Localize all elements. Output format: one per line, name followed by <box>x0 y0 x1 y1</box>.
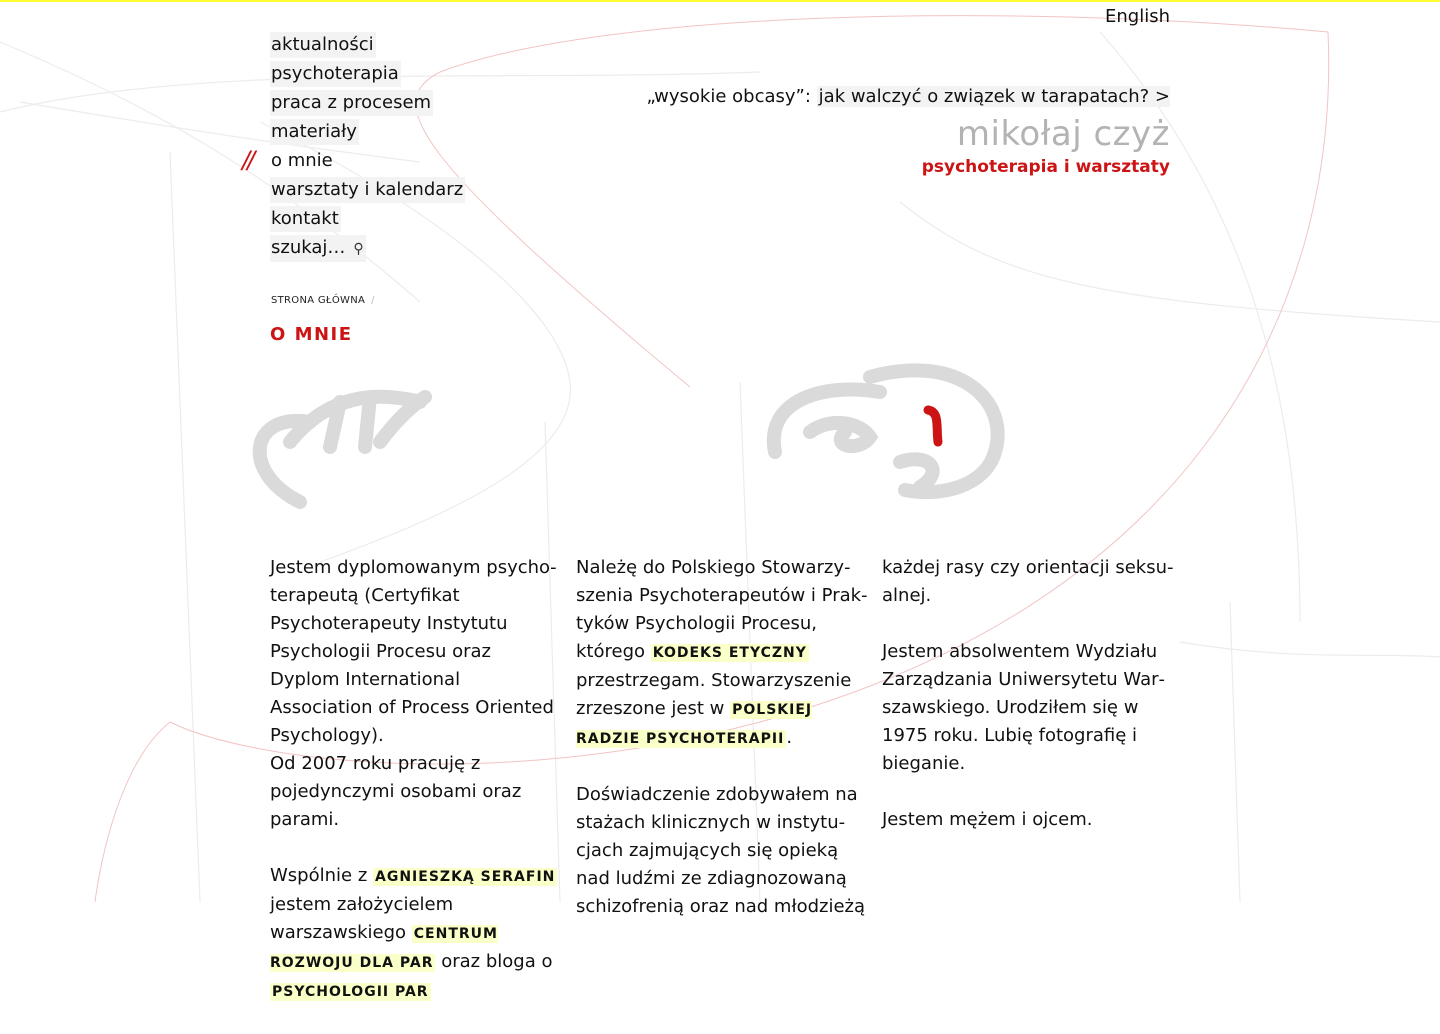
featured-article <box>647 84 1170 110</box>
paragraph: Jestem mężem i ojcem. <box>882 809 1093 830</box>
link-centrum-rozwoju[interactable]: CENTRUM ROZWOJU DLA PAR <box>270 926 498 971</box>
page-title: O MNIE <box>270 324 353 345</box>
link-agnieszka-serafin[interactable]: AGNIESZKĄ SERAFIN <box>375 869 556 885</box>
text: Wspólnie z <box>270 865 368 886</box>
featured-article-title: jak walczyć o związek w tarapatach? <box>818 86 1150 107</box>
paragraph: Od 2007 roku pracuję z pojedynczymi osobami oraz parami. <box>270 753 522 830</box>
search-button[interactable] <box>270 235 366 262</box>
featured-source: „wysokie obcasy”: <box>646 86 811 107</box>
paragraph: Doświadczenie zdobywałem na stażach klinicznych w instytucjach zajmujących się opieką nad ludźmi ze zdiagnozowaną schizofrenią oraz nad młodzieżą <box>576 784 866 917</box>
search-icon: ⚲ <box>353 241 364 257</box>
paragraph: Jestem absolwentem Wydziału Zarządzania Uniwersytetu Warszawskiego. Urodziłem się w 1975 roku. Lubię fotografię i bieganie. <box>882 641 1166 774</box>
language-switch-english[interactable]: English <box>1105 6 1170 27</box>
content-column-2 <box>576 554 868 949</box>
nav-item-warsztaty[interactable]: warsztaty i kalendarz <box>270 177 465 203</box>
link-kodeks-etyczny[interactable]: KODEKS ETYCZNY <box>652 645 807 661</box>
content-column-3 <box>882 554 1174 862</box>
site-tagline: psychoterapia i warsztaty <box>921 157 1170 177</box>
text: . <box>786 727 793 748</box>
paragraph <box>576 554 868 753</box>
main-nav <box>270 32 465 264</box>
text: jestem założycielem warszawskiego <box>270 894 454 943</box>
text: oraz bloga o <box>441 951 553 972</box>
breadcrumb-separator: / <box>371 295 375 306</box>
site-name: mikołaj czyż <box>956 114 1170 154</box>
featured-article-link[interactable] <box>817 86 1170 107</box>
paragraph: Jestem dyplomowanym psychoterapeutą (Certyfikat Psychoterapeuty Instytutu Psychologii Procesu oraz Dyplom International Association of Process Oriented Psychology). <box>270 557 557 746</box>
link-polska-rada[interactable]: POLSKIEJ RADZIE PSYCHOTERAPII <box>576 702 813 747</box>
nav-item-praca-z-procesem[interactable]: praca z procesem <box>270 90 433 116</box>
content-column-1 <box>270 554 562 1034</box>
link-psychologia-par[interactable]: PSYCHOLOGII PAR <box>272 984 429 1000</box>
search-label: szukaj… <box>271 237 346 258</box>
nav-item-kontakt[interactable]: kontakt <box>270 206 341 232</box>
breadcrumb-home[interactable]: STRONA GŁÓWNA <box>271 295 366 306</box>
paragraph: każdej rasy czy orientacji seksualnej. <box>882 557 1174 606</box>
text: przestrzegam. Stowarzyszenie zrzeszone jest w <box>576 670 852 719</box>
nav-item-o-mnie[interactable]: o mnie <box>271 150 333 171</box>
nav-item-aktualnosci[interactable]: aktualności <box>270 32 376 58</box>
breadcrumb <box>271 295 375 306</box>
active-nav-marker: // <box>242 146 253 174</box>
arrow-right-icon: > <box>1154 86 1170 107</box>
nav-item-psychoterapia[interactable]: psychoterapia <box>270 61 401 87</box>
text: Należę do Polskiego Stowarzyszenia Psychoterapeutów i Praktyków Psychologii Procesu, którego <box>576 557 868 662</box>
paragraph <box>270 862 562 1006</box>
nav-item-materialy[interactable]: materiały <box>270 119 359 145</box>
